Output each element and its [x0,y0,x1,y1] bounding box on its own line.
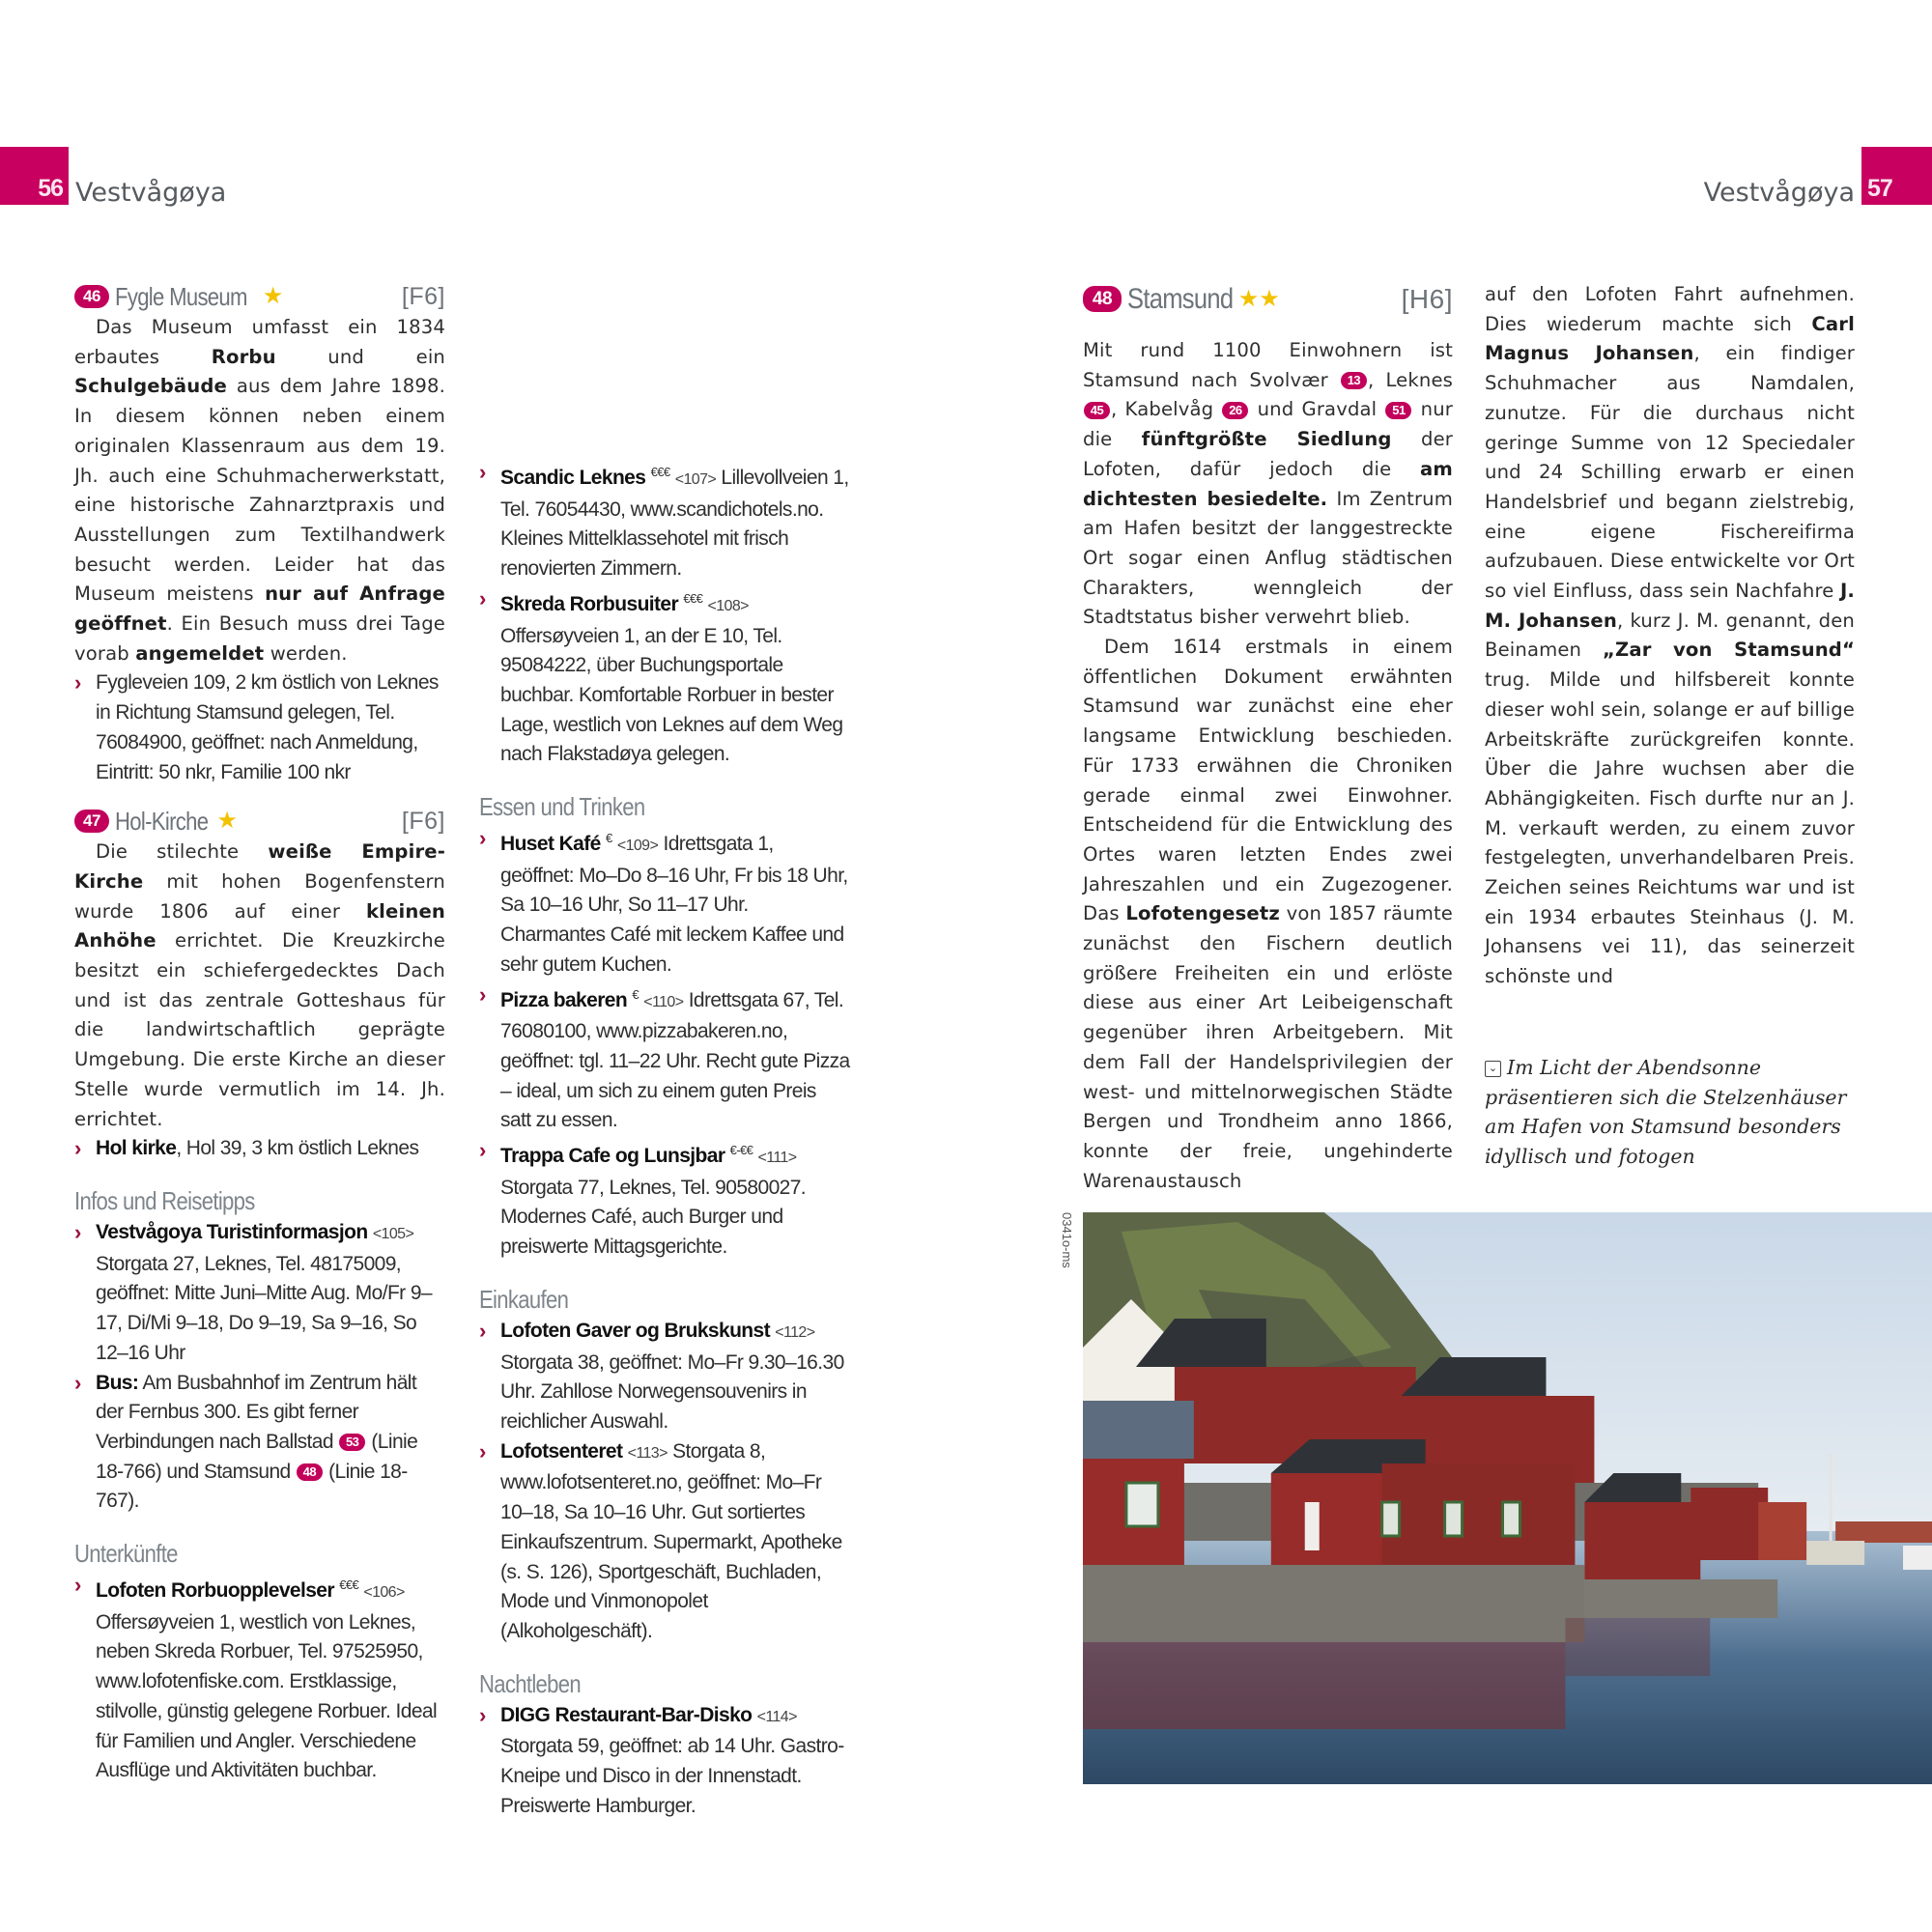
price-category: €-€€ [729,1143,753,1158]
page-tab-left [0,147,69,205]
list-item: › DIGG Restaurant-Bar-Disko <114> Storgata 59, geöffnet: ab 14 Uhr. Gastro-Kneipe und Disco in der Innenstadt. Preiswerte Hamburger. [479,1702,844,1817]
photo-caption: ⌄ Im Licht der Abendsonne präsentieren sich die Stelzenhäuser am Hafen von Stamsund besonders idyllisch und fotogen [1485,1056,1847,1168]
list-item: › Vestvågoya Turistinformasjon <105> Storgata 27, Leknes, Tel. 48175009, geöffnet: Mitte Juni–Mitte Aug. Mo/Fr 9–17, Di/Mi 9–18, Do 9–19, Sa 9–16, So 12–16 Uhr [74,1219,432,1364]
chevron-right-icon: › [74,1573,81,1598]
page-number-right: 57 [1867,175,1892,202]
harbour-photo [1083,1212,1932,1784]
list-item: › Scandic Leknes €€€ <107> Lillevollveien 1, Tel. 76054430, www.scandichotels.no. Kleines Mittelklassehotel mit frisch renovierten Zimmern. [479,460,849,581]
poi-info-item: › Fygleveien 109, 2 km östlich von Leknes in Richtung Stamsund gelegen, Tel. 76084900, geöffnet: nach Anmeldung, Eintritt: 50 nkr, Familie 100 nkr [74,670,439,783]
column-right-2 [1485,280,1855,992]
column-left-1 [74,280,445,1786]
poi-ref-badge[interactable]: 51 [1385,402,1411,419]
chevron-right-icon: › [479,460,486,484]
list-item: › Bus: Am Busbahnhof im Zentrum hält der Fernbus 300. Es gibt ferner Verbindungen nach Ballstad 53 (Linie 18-766) und Stamsund 48 (Linie 18-767). [74,1370,418,1513]
poi-description: Das Museum umfasst ein 1834 erbautes Rorbu und ein Schulgebäude aus dem Jahre 1898. In diesem können neben einem originalen Klassenraum aus dem 19. Jh. auch eine Schuhmacherwerkstatt, eine historische Zahnarztpraxis und Ausstellungen zum Textilhandwerk besucht werden. Leider hat das Museum meistens nur auf Anfrage geöffnet. Ein Besuch muss drei Tage vorab angemeldet werden. [74,316,445,665]
poi-number-badge: 48 [1083,286,1122,312]
column-right-1 [1083,280,1453,1196]
poi-title: Stamsund [1127,282,1234,315]
list-item: › Lofotsenteret <113> Storgata 8, www.lofotsenteret.no, geöffnet: Mo–Fr 10–18, Sa 10–16 Uhr. Gut sortiertes Einkaufszentrum. Supermarkt, Apotheke (s. S. 126), Sportgeschäft, Buchladen, Mode und Vinmonopolet (Alkoholgeschäft). [479,1438,842,1642]
price-category: € [632,986,639,1002]
section-heading-nachtleben: Nachtleben [479,1668,582,1698]
chevron-right-icon: › [74,670,81,696]
page-tab-right [1861,147,1932,205]
poi-description: Dem 1614 erstmals in einem öffentlichen Dokument erwähnten Stamsund war zunächst eine eher langsame Entwicklung beschieden. Für 1733 erwähnen die Chroniken gerade einmal zwei Einwohner. Entscheidend für die Entwicklung des Ortes waren letzten Endes zwei Jahreszahlen und ein Zugezogener. Das Lofotengesetz von 1857 räumte zunächst den Fischern deutlich größere Freiheiten ein und erlöste diese aus einer Art Leibeigenschaft gegenüber ihren Arbeitgebern. Mit dem Fall der Handelsprivilegien der west- und mittelnorwegischen Städte Bergen und Trondheim anno 1866, konnte der freie, ungehinderte Warenaustausch [1083,636,1453,1192]
chevron-right-icon: › [479,1318,486,1343]
chevron-right-icon: › [74,1219,81,1244]
poi-description: Die stilechte weiße Empire-Kirche mit hohen Bogenfenstern wurde 1806 auf einer kleinen Anhöhe errichtet. Die Kreuzkirche besitzt ein schiefergedecktes Dach und ist das zentrale Gotteshaus für die landwirtschaftlich geprägte Umgebung. Die erste Kirche an dieser Stelle wurde vermutlich im 14. Jh. errichtet. [74,840,445,1130]
photo-ref-icon: ⌄ [1485,1061,1501,1077]
poi-number-badge: 46 [74,285,109,308]
section-heading-infos: Infos und Reisetipps [74,1185,255,1215]
running-head-left: Vestvågøya [75,178,227,208]
chevron-right-icon: › [74,1136,81,1161]
poi-heading-46 [74,280,445,313]
page-number-left: 56 [38,175,63,202]
map-grid-ref: [F6] [401,282,445,310]
poi-ref-badge[interactable]: 48 [297,1463,323,1481]
price-category: €€€ [683,590,703,606]
price-category: €€€ [339,1577,359,1593]
map-grid-ref: [H6] [1401,283,1453,314]
chevron-right-icon: › [479,585,486,611]
section-heading-essen: Essen und Trinken [479,792,645,822]
poi-description: Mit rund 1100 Einwohnern ist Stamsund nach Svolvær 13 , Leknes 45 , Kabelvåg 26 und Gravdal 51 nur die fünftgrößte Siedlung der Lofoten, dafür jedoch die am dichtesten besiedelte. Im Zentrum am Hafen besitzt der langgestreckte Ort sogar einen Anflug städtischen Charakters, wenngleich der Stadtstatus bisher verwehrt blieb. [1083,339,1454,629]
price-category: € [605,831,612,846]
chevron-right-icon: › [479,1138,486,1163]
poi-ref-badge[interactable]: 26 [1222,402,1248,419]
poi-heading-47 [74,805,445,838]
list-item: › Pizza bakeren € <110> Idrettsgata 67, Tel. 76080100, www.pizzabakeren.no, geöffnet: tgl. 11–22 Uhr. Recht gute Pizza – ideal, um sich zu einem guten Preis satt zu essen. [479,981,850,1132]
photo-credit: 0341o-ms [1060,1212,1074,1268]
list-item: › Huset Kafé € <109> Idrettsgata 1, geöffnet: Mo–Do 8–16 Uhr, Fr bis 18 Uhr, Sa 10–16 Uhr, So 11–17 Uhr. Charmantes Café mit leckem Kaffee und sehr gutem Kuchen. [479,826,848,976]
price-category: €€€ [650,465,670,479]
poi-ref-badge[interactable]: 45 [1084,402,1110,419]
list-item: › Trappa Cafe og Lunsjbar €-€€ <111> Storgata 77, Leknes, Tel. 90580027. Modernes Café, auch Burger und preiswerte Mittagsgerichte. [479,1138,807,1259]
running-head-right: Vestvågøya [1703,178,1855,208]
section-heading-unterkuenfte: Unterkünfte [74,1539,178,1569]
poi-ref-badge[interactable]: 53 [339,1434,365,1451]
poi-heading-48 [1083,280,1453,319]
star-rating-icon: ★★ [1237,285,1280,312]
poi-description: auf den Lofoten Fahrt aufnehmen. Dies wiederum machte sich Carl Magnus Johansen, ein findiger Schuhmacher aus Namdalen, zunutze. Für die durchaus nicht geringe Summe von 12 Speciedaler und 24 Schilling erwarb er einen Handelsbrief und begann zielstrebig, eine eigene Fischereifirma aufzubauen. Diese entwickelte vor Ort so viel Einfluss, dass sein Nachfahre J. M. Johansen, kurz J. M. genannt, den Beinamen „Zar von Stamsund“ trug. Milde und hilfsbereit konnte dieser wohl sein, solange er auf billige Arbeitskräfte zurückgreifen konnte. Über die Jahre wuchsen aber die Abhängigkeiten. Fisch durfte nur an J. M. verkauft werden, zu einem zuvor festgelegten, unverhandelbaren Preis. Zeichen seines Reichtums war und ist ein 1934 erbautes Steinhaus (J. M. Johansens vei 11), das seinerzeit schönste und [1485,283,1855,988]
poi-ref-badge[interactable]: 13 [1341,372,1367,389]
star-rating-icon: ★ [262,282,284,309]
list-item: › Lofoten Gaver og Brukskunst <112> Storgata 38, geöffnet: Mo–Fr 9.30–16.30 Uhr. Zahllose Norwegensouvenirs in reichlicher Auswahl. [479,1318,844,1433]
section-heading-einkaufen: Einkaufen [479,1284,569,1314]
chevron-right-icon: › [479,1702,486,1727]
chevron-right-icon: › [479,981,486,1007]
poi-title: Fygle Museum [115,281,247,311]
poi-info-item: › Hol kirke, Hol 39, 3 km östlich Leknes [74,1134,445,1164]
chevron-right-icon: › [74,1370,81,1395]
list-item: › Lofoten Rorbuopplevelser €€€ <106> Offersøyveien 1, westlich von Leknes, neben Skreda Rorbuer, Tel. 97525950, www.lofotenfiske.com. Erstklassige, stilvolle, günstig gelegene Rorbuer. Ideal für Familien und Angler. Verschiedene Ausflüge und Aktivitäten buchbar. [74,1573,438,1782]
column-left-2 [479,280,850,1821]
map-grid-ref: [F6] [401,807,445,835]
chevron-right-icon: › [479,1438,486,1463]
harbour-photo-illustration [1083,1212,1932,1784]
poi-number-badge: 47 [74,810,109,833]
star-rating-icon: ★ [216,807,238,834]
poi-title: Hol-Kirche [115,806,209,836]
chevron-right-icon: › [479,826,486,851]
list-item: › Skreda Rorbusuiter €€€ <108> Offersøyveien 1, an der E 10, Tel. 95084222, über Buchungsportale buchbar. Komfortable Rorbuer in bester Lage, westlich von Leknes auf dem Weg nach Flakstadøya gelegen. [479,585,843,766]
